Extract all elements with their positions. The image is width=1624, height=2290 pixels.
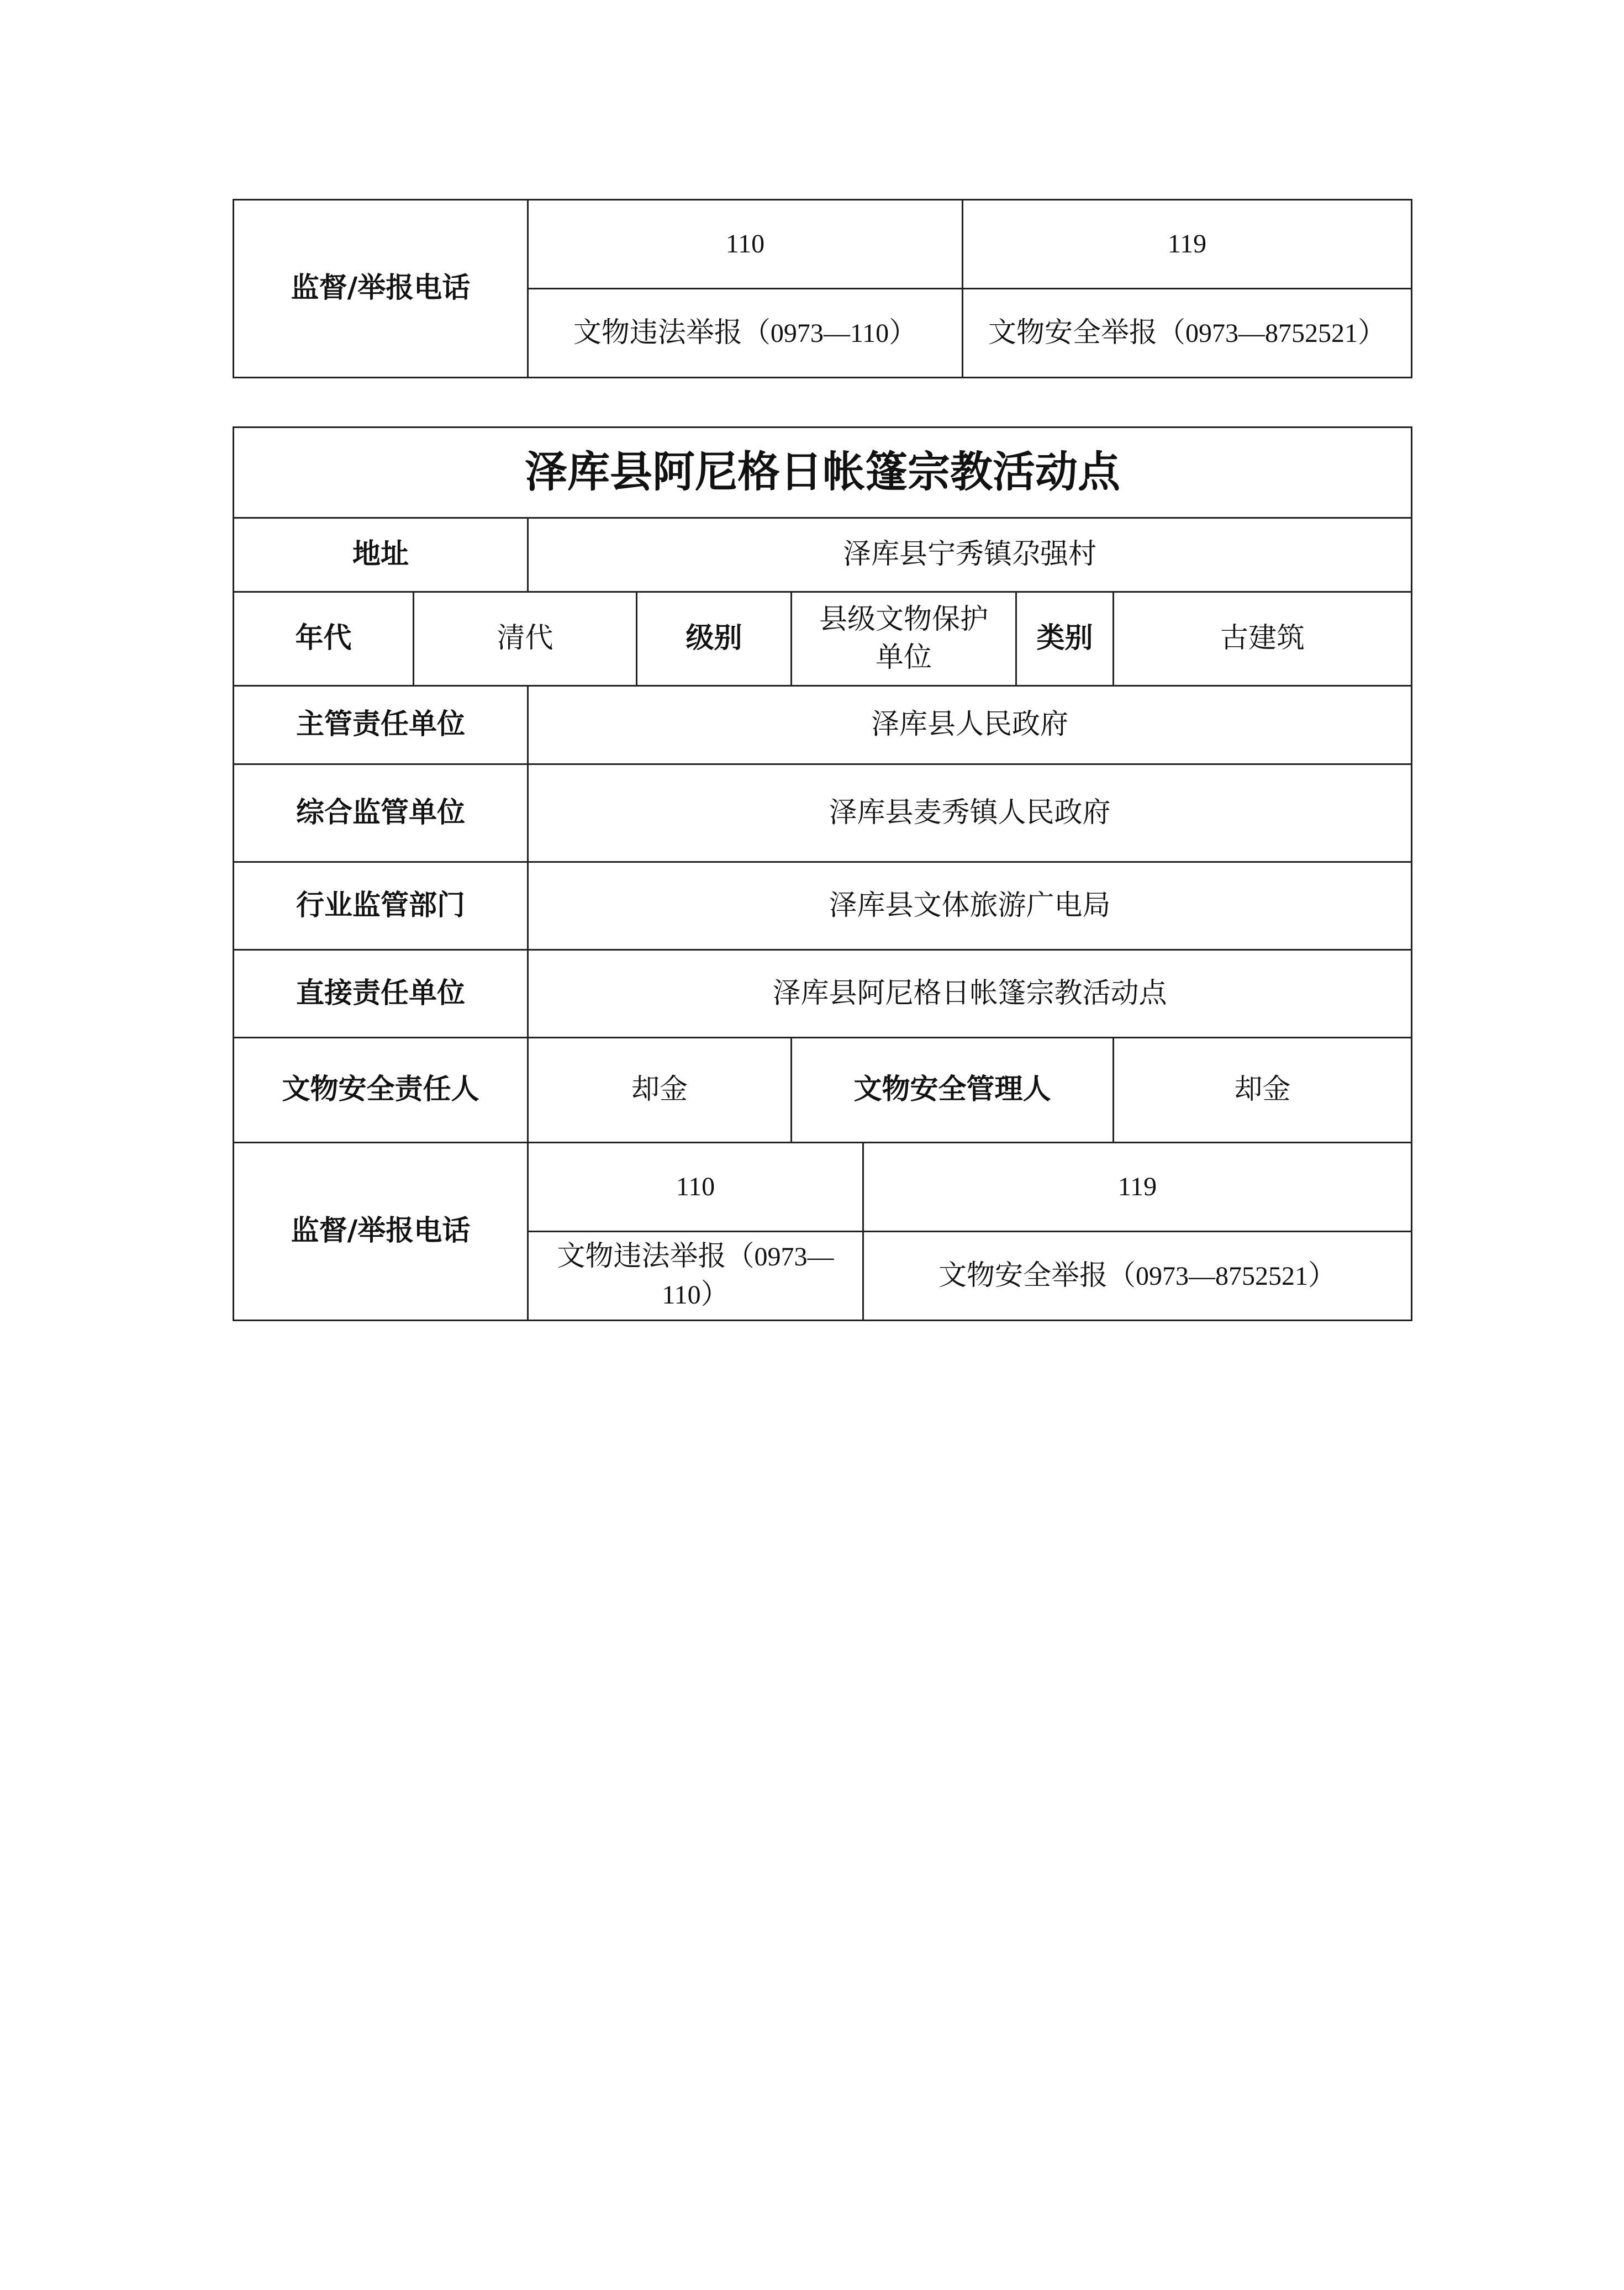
era-value: 清代 <box>414 592 637 686</box>
report-illegal-label: 文物违法举报（ <box>557 1240 755 1273</box>
report-safety-cell <box>963 289 1412 378</box>
supervision-unit-label: 综合监管单位 <box>234 764 528 862</box>
report-illegal-number: 0973—110 <box>662 1242 834 1310</box>
report-illegal-label: 文物违法举报（ <box>573 316 771 349</box>
report-safety-number: 0973—8752521 <box>1185 318 1358 348</box>
paren-close: ） <box>1358 316 1386 349</box>
phone-label: 监督/举报电话 <box>234 1143 528 1321</box>
safety-responsible-label: 文物安全责任人 <box>234 1038 528 1143</box>
competent-unit-label: 主管责任单位 <box>234 686 528 764</box>
safety-responsible-value: 却金 <box>528 1038 792 1143</box>
address-label: 地址 <box>234 518 528 592</box>
report-safety-number: 0973—8752521 <box>1136 1261 1308 1291</box>
supervision-unit-value: 泽库县麦秀镇人民政府 <box>528 764 1412 862</box>
report-safety-cell <box>863 1232 1412 1321</box>
paren-close: ） <box>1308 1259 1337 1292</box>
address-value: 泽库县宁秀镇尕强村 <box>528 518 1412 592</box>
category-value: 古建筑 <box>1114 592 1412 686</box>
phone-119: 119 <box>863 1143 1412 1232</box>
heritage-site-table <box>233 426 1412 1321</box>
direct-unit-value: 泽库县阿尼格日帐篷宗教活动点 <box>528 950 1412 1038</box>
phone-119: 119 <box>963 200 1412 289</box>
paren-close: ） <box>889 316 918 349</box>
paren-close: ） <box>700 1278 729 1311</box>
industry-dept-value: 泽库县文体旅游广电局 <box>528 862 1412 950</box>
era-label: 年代 <box>234 592 414 686</box>
level-value: 县级文物保护单位 <box>792 592 1016 686</box>
site-title: 泽库县阿尼格日帐篷宗教活动点 <box>234 428 1412 518</box>
phone-label: 监督/举报电话 <box>234 200 528 378</box>
report-illegal-cell <box>528 289 963 378</box>
report-safety-label: 文物安全举报（ <box>938 1259 1136 1292</box>
phone-110: 110 <box>528 1143 863 1232</box>
supervision-phone-table-top <box>233 199 1412 378</box>
report-illegal-cell <box>528 1232 863 1321</box>
category-label: 类别 <box>1016 592 1114 686</box>
level-label: 级别 <box>637 592 792 686</box>
phone-110: 110 <box>528 200 963 289</box>
report-illegal-number: 0973—110 <box>770 318 889 348</box>
competent-unit-value: 泽库县人民政府 <box>528 686 1412 764</box>
safety-manager-value: 却金 <box>1114 1038 1412 1143</box>
report-safety-label: 文物安全举报（ <box>988 316 1185 349</box>
direct-unit-label: 直接责任单位 <box>234 950 528 1038</box>
safety-manager-label: 文物安全管理人 <box>792 1038 1114 1143</box>
industry-dept-label: 行业监管部门 <box>234 862 528 950</box>
